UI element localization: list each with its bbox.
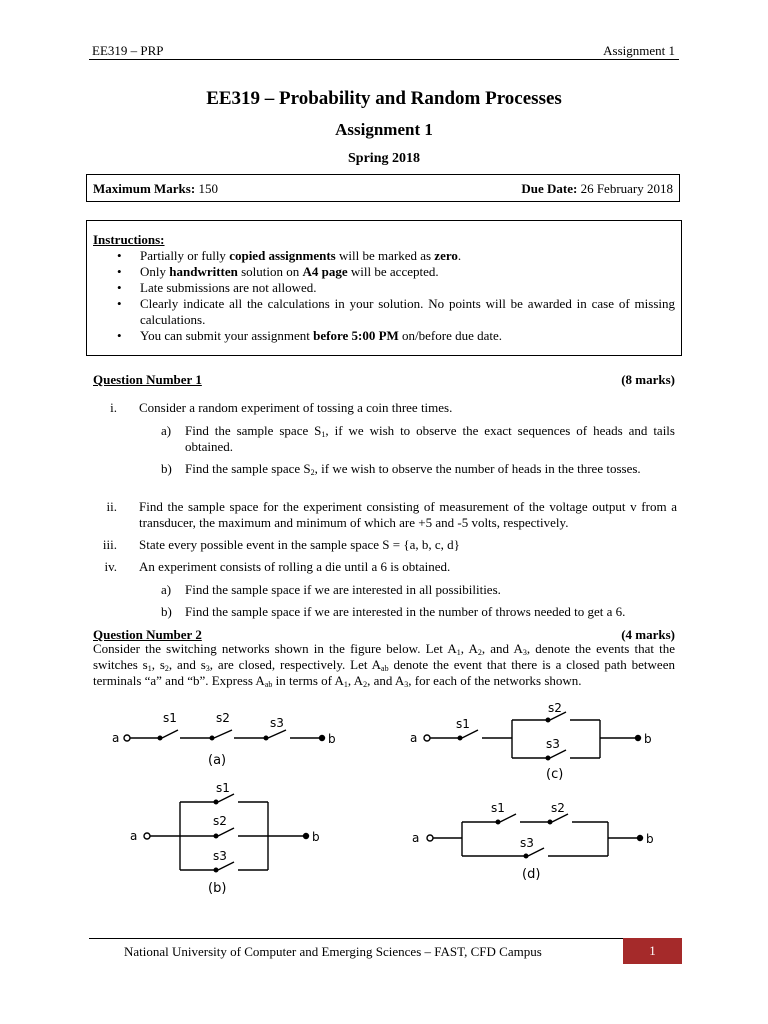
svg-text:s1: s1 <box>216 781 230 795</box>
footer-text: National University of Computer and Emerging Sciences – FAST, CFD Campus <box>124 944 542 959</box>
header-assignment: Assignment 1 <box>603 43 675 58</box>
network-c <box>410 701 652 782</box>
terminal-b <box>320 736 325 741</box>
svg-text:s1: s1 <box>163 711 177 725</box>
switch-s2 <box>214 730 232 738</box>
q1-i-a-text: Find the sample space $S_1$, if we wish to observe the exact sequences of heads and tails obtained. <box>185 423 675 454</box>
q1-i-text: Consider a random experiment of tossing a coin three times. <box>139 400 453 415</box>
svg-text:a: a <box>130 829 138 843</box>
svg-text:a: a <box>410 731 418 745</box>
question-2-marks: (4 marks) <box>621 627 675 642</box>
svg-text:s1: s1 <box>491 801 505 815</box>
caption-d: (d) <box>522 867 541 882</box>
item-number: iv. <box>104 559 117 574</box>
svg-text:a: a <box>412 831 420 845</box>
question-1-title: Question Number 1 <box>93 372 202 387</box>
page-subtitle: Assignment 1 <box>335 120 433 139</box>
sub-label: b) <box>161 604 172 619</box>
instruction-item: • Only handwritten solution on A4 page will be accepted. <box>93 264 675 280</box>
svg-text:s2: s2 <box>216 711 230 725</box>
page-number: 1 <box>623 938 682 964</box>
q1-ii-text: Find the sample space for the experiment consisting of measurement of the voltage output v from a transducer, the maximum and minimum of which are +5 and -5 volts, respectively. <box>139 499 677 530</box>
max-marks-value: 150 <box>198 181 218 196</box>
q1-iv-text: An experiment consists of rolling a die until a 6 is obtained. <box>139 559 451 574</box>
network-a <box>112 711 336 768</box>
svg-text:s3: s3 <box>213 849 227 863</box>
network-d <box>412 801 654 882</box>
instruction-item: • Partially or fully copied assignments will be marked as zero. <box>93 248 675 264</box>
terminal-a-label: a <box>112 731 120 745</box>
svg-text:s2: s2 <box>548 701 562 715</box>
network-b <box>130 781 320 896</box>
sub-label: a) <box>161 423 172 438</box>
svg-text:s2: s2 <box>551 801 565 815</box>
max-marks-label: Maximum Marks: <box>93 181 196 196</box>
term: Spring 2018 <box>348 151 420 166</box>
item-number: iii. <box>102 537 117 552</box>
svg-text:b: b <box>646 832 654 846</box>
svg-text:s3: s3 <box>270 716 284 730</box>
svg-text:s2: s2 <box>213 814 227 828</box>
instruction-item: • Late submissions are not allowed. <box>93 280 675 296</box>
svg-text:s3: s3 <box>520 836 534 850</box>
terminal-a <box>124 735 130 741</box>
question-1-marks: (8 marks) <box>621 372 675 387</box>
item-number: ii. <box>106 499 117 514</box>
instruction-item: • You can submit your assignment before 5:00 PM on/before due date. <box>93 328 675 344</box>
question-2-title: Question Number 2 <box>93 627 202 642</box>
footer-rule <box>89 938 623 939</box>
caption-a: (a) <box>208 753 227 768</box>
page-title: EE319 – Probability and Random Processes <box>206 88 562 109</box>
due-date-value: 26 February 2018 <box>580 181 673 196</box>
due-date-label: Due Date: <box>521 181 578 196</box>
svg-text:s1: s1 <box>456 717 470 731</box>
sub-label: b) <box>161 461 172 476</box>
q1-iv-a-text: Find the sample space if we are interested in all possibilities. <box>185 582 501 597</box>
caption-b: (b) <box>208 881 227 896</box>
svg-text:b: b <box>312 830 320 844</box>
question-2-text: Consider the switching networks shown in the figure below. Let $A_1$, $A_2$, and $A_3$, denote the events that the switches $s_1$, $s_2$, and $s_3$, are closed, respectively. Let $A_{ab}$ denote the event that there is a closed path between terminals “a” and “b”. Express $A_{ab}$ in terms of $A_1$, $A_2$, and $A_3$, for each of the networks shown. <box>93 641 675 689</box>
switch-s3 <box>268 730 286 738</box>
instruction-item: • Clearly indicate all the calculations in your solution. No points will be awarded in case of missing calculations. <box>93 296 675 328</box>
header-course: EE319 – PRP <box>92 43 164 58</box>
switch-s1 <box>162 730 178 738</box>
caption-c: (c) <box>546 767 564 782</box>
q1-iii-text: State every possible event in the sample space S = {a, b, c, d} <box>139 537 460 552</box>
svg-text:b: b <box>644 732 652 746</box>
terminal-b-label: b <box>328 732 336 746</box>
svg-text:s3: s3 <box>546 737 560 751</box>
instructions-title: Instructions: <box>93 232 165 247</box>
item-number: i. <box>110 400 117 415</box>
sub-label: a) <box>161 582 172 597</box>
q1-iv-b-text: Find the sample space if we are interested in the number of throws needed to get a 6. <box>185 604 626 619</box>
q1-i-b-text: Find the sample space $S_2$, if we wish to observe the number of heads in the three tosses. <box>185 461 641 477</box>
